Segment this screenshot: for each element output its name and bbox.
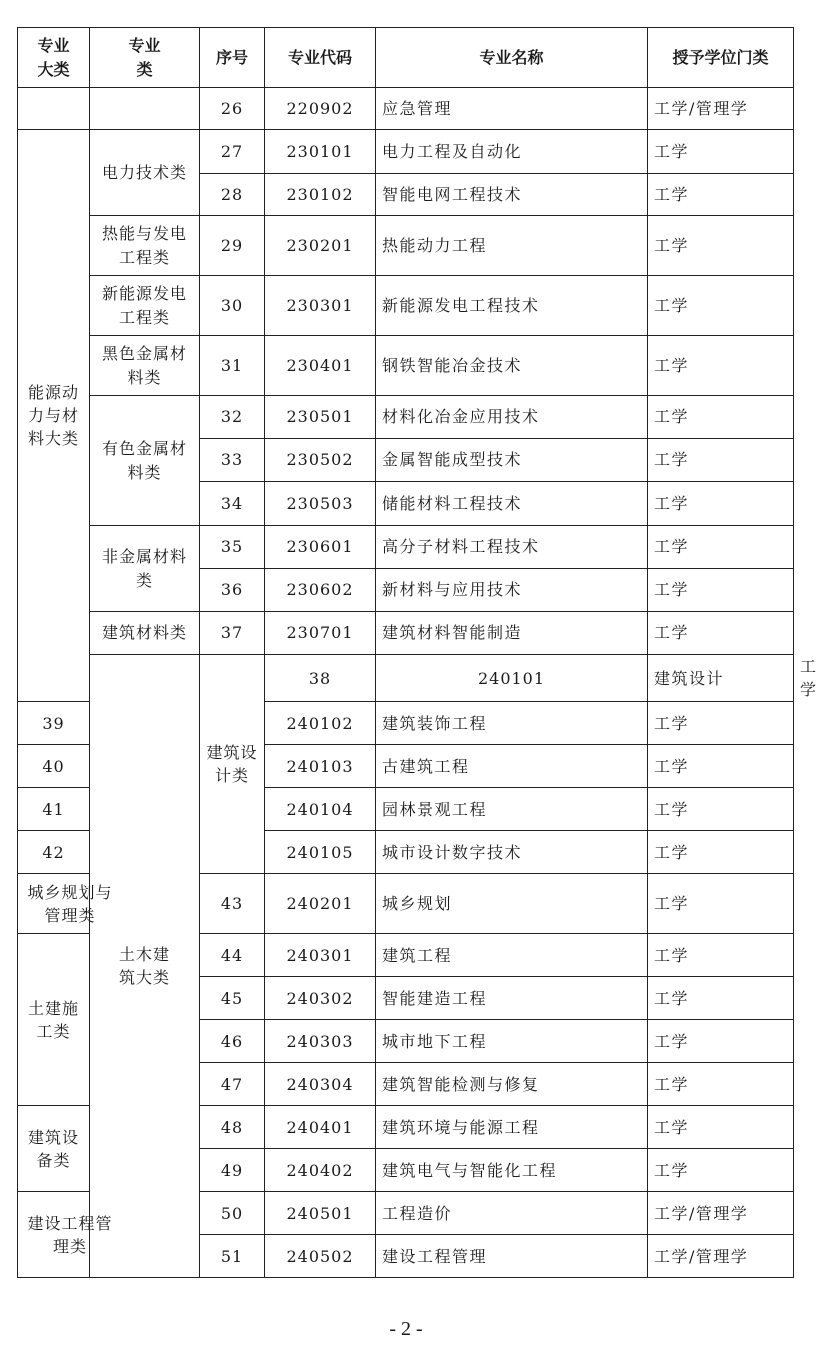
table-row — [18, 276, 794, 336]
code-cell: 240101 — [376, 655, 648, 702]
name-cell: 工程造价 — [376, 1192, 648, 1235]
major-class-cell: 能源动力与材料大类 — [18, 130, 90, 702]
degree-cell: 工学 — [648, 1063, 794, 1106]
name-cell: 建筑设计 — [648, 655, 794, 702]
seq-cell: 30 — [200, 276, 265, 336]
header-sub-class: 专业类 — [90, 28, 200, 88]
code-cell: 230602 — [265, 569, 376, 612]
seq-cell: 39 — [18, 702, 90, 745]
degree-cell: 工学/管理学 — [648, 88, 794, 130]
code-cell: 240501 — [265, 1192, 376, 1235]
name-cell: 园林景观工程 — [376, 788, 648, 831]
sub-class-cell: 城乡规划与管理类 — [18, 874, 90, 934]
seq-cell: 44 — [200, 934, 265, 977]
sub-class-cell: 新能源发电工程类 — [90, 276, 200, 336]
code-cell: 230201 — [265, 216, 376, 276]
seq-cell: 31 — [200, 336, 265, 396]
code-cell: 230101 — [265, 130, 376, 174]
name-cell: 材料化冶金应用技术 — [376, 396, 648, 439]
name-cell: 建筑材料智能制造 — [376, 612, 648, 655]
name-cell: 储能材料工程技术 — [376, 482, 648, 526]
degree-cell: 工学 — [648, 1149, 794, 1192]
degree-cell: 工学 — [648, 439, 794, 482]
sub-class-cell: 有色金属材料类 — [90, 396, 200, 526]
table-row — [18, 130, 794, 174]
sub-class-cell: 建筑材料类 — [90, 612, 200, 655]
degree-cell: 工学 — [648, 831, 794, 874]
seq-cell: 51 — [200, 1235, 265, 1278]
name-cell: 新能源发电工程技术 — [376, 276, 648, 336]
sub-class-cell: 电力技术类 — [90, 130, 200, 216]
seq-cell: 27 — [200, 130, 265, 174]
name-cell: 热能动力工程 — [376, 216, 648, 276]
degree-cell: 工学 — [648, 612, 794, 655]
degree-cell: 工学 — [648, 174, 794, 216]
table-row — [18, 612, 794, 655]
degree-cell: 工学 — [648, 216, 794, 276]
seq-cell: 43 — [200, 874, 265, 934]
code-cell: 240402 — [265, 1149, 376, 1192]
code-cell: 240502 — [265, 1235, 376, 1278]
header-code: 专业代码 — [265, 28, 376, 88]
sub-class-cell: 土建施工类 — [18, 934, 90, 1106]
name-cell: 城乡规划 — [376, 874, 648, 934]
code-cell: 230401 — [265, 336, 376, 396]
seq-cell: 26 — [200, 88, 265, 130]
degree-cell: 工学 — [648, 396, 794, 439]
sub-class-cell — [90, 88, 200, 130]
sub-class-cell: 非金属材料类 — [90, 526, 200, 612]
degree-cell: 工学 — [648, 977, 794, 1020]
degree-cell: 工学 — [648, 874, 794, 934]
seq-cell: 34 — [200, 482, 265, 526]
name-cell: 智能建造工程 — [376, 977, 648, 1020]
seq-cell: 48 — [200, 1106, 265, 1149]
table-row — [18, 526, 794, 569]
code-cell: 230301 — [265, 276, 376, 336]
table-row — [18, 216, 794, 276]
seq-cell: 47 — [200, 1063, 265, 1106]
code-cell: 230501 — [265, 396, 376, 439]
name-cell: 城市地下工程 — [376, 1020, 648, 1063]
degree-cell: 工学 — [648, 336, 794, 396]
name-cell: 新材料与应用技术 — [376, 569, 648, 612]
code-cell: 230502 — [265, 439, 376, 482]
degree-cell: 工学 — [648, 130, 794, 174]
seq-cell: 28 — [200, 174, 265, 216]
seq-cell: 38 — [265, 655, 376, 702]
name-cell: 高分子材料工程技术 — [376, 526, 648, 569]
sub-class-cell: 建筑设计类 — [200, 655, 265, 874]
seq-cell: 35 — [200, 526, 265, 569]
name-cell: 建筑工程 — [376, 934, 648, 977]
code-cell: 220902 — [265, 88, 376, 130]
seq-cell: 29 — [200, 216, 265, 276]
major-class-cell: 土木建筑大类 — [90, 655, 200, 1278]
header-name: 专业名称 — [376, 28, 648, 88]
code-cell: 230601 — [265, 526, 376, 569]
seq-cell: 41 — [18, 788, 90, 831]
sub-class-cell: 建筑设备类 — [18, 1106, 90, 1192]
header-degree: 授予学位门类 — [648, 28, 794, 88]
seq-cell: 36 — [200, 569, 265, 612]
name-cell: 智能电网工程技术 — [376, 174, 648, 216]
code-cell: 240104 — [265, 788, 376, 831]
name-cell: 应急管理 — [376, 88, 648, 130]
seq-cell: 45 — [200, 977, 265, 1020]
degree-cell: 工学 — [648, 745, 794, 788]
name-cell: 建筑环境与能源工程 — [376, 1106, 648, 1149]
code-cell: 240304 — [265, 1063, 376, 1106]
table-row — [18, 88, 794, 130]
seq-cell: 37 — [200, 612, 265, 655]
code-cell: 240103 — [265, 745, 376, 788]
code-cell: 240301 — [265, 934, 376, 977]
majors-table — [17, 27, 818, 1278]
seq-cell: 50 — [200, 1192, 265, 1235]
name-cell: 建设工程管理 — [376, 1235, 648, 1278]
degree-cell: 工学/管理学 — [648, 1235, 794, 1278]
sub-class-cell: 建设工程管理类 — [18, 1192, 90, 1278]
table-row: 土木建筑大类 建筑设计类 38 240101 建筑设计 工学 — [18, 655, 794, 702]
header-major-class: 专业大类 — [18, 28, 90, 88]
code-cell: 230701 — [265, 612, 376, 655]
code-cell: 240401 — [265, 1106, 376, 1149]
name-cell: 建筑电气与智能化工程 — [376, 1149, 648, 1192]
major-class-cell — [18, 88, 90, 130]
degree-cell: 工学 — [648, 569, 794, 612]
degree-cell: 工学 — [648, 526, 794, 569]
code-cell: 240302 — [265, 977, 376, 1020]
seq-cell: 42 — [18, 831, 90, 874]
degree-cell: 工学/管理学 — [648, 1192, 794, 1235]
degree-cell: 工学 — [648, 1020, 794, 1063]
header-seq: 序号 — [200, 28, 265, 88]
code-cell: 240303 — [265, 1020, 376, 1063]
name-cell: 城市设计数字技术 — [376, 831, 648, 874]
name-cell: 建筑装饰工程 — [376, 702, 648, 745]
degree-cell: 工学 — [648, 482, 794, 526]
name-cell: 电力工程及自动化 — [376, 130, 648, 174]
page-number: - 2 - — [389, 1318, 423, 1340]
code-cell: 230503 — [265, 482, 376, 526]
name-cell: 钢铁智能冶金技术 — [376, 336, 648, 396]
sub-class-cell: 黑色金属材料类 — [90, 336, 200, 396]
header-row — [18, 28, 794, 88]
seq-cell: 49 — [200, 1149, 265, 1192]
seq-cell: 40 — [18, 745, 90, 788]
table-row — [18, 396, 794, 439]
seq-cell: 32 — [200, 396, 265, 439]
code-cell: 240105 — [265, 831, 376, 874]
degree-cell: 工学 — [648, 934, 794, 977]
code-cell: 240201 — [265, 874, 376, 934]
name-cell: 建筑智能检测与修复 — [376, 1063, 648, 1106]
degree-cell: 工学 — [648, 276, 794, 336]
seq-cell: 33 — [200, 439, 265, 482]
name-cell: 古建筑工程 — [376, 745, 648, 788]
table-row — [18, 336, 794, 396]
name-cell: 金属智能成型技术 — [376, 439, 648, 482]
seq-cell: 46 — [200, 1020, 265, 1063]
code-cell: 240102 — [265, 702, 376, 745]
degree-cell: 工学 — [648, 702, 794, 745]
sub-class-cell: 热能与发电工程类 — [90, 216, 200, 276]
code-cell: 230102 — [265, 174, 376, 216]
degree-cell: 工学 — [648, 788, 794, 831]
degree-cell: 工学 — [648, 1106, 794, 1149]
